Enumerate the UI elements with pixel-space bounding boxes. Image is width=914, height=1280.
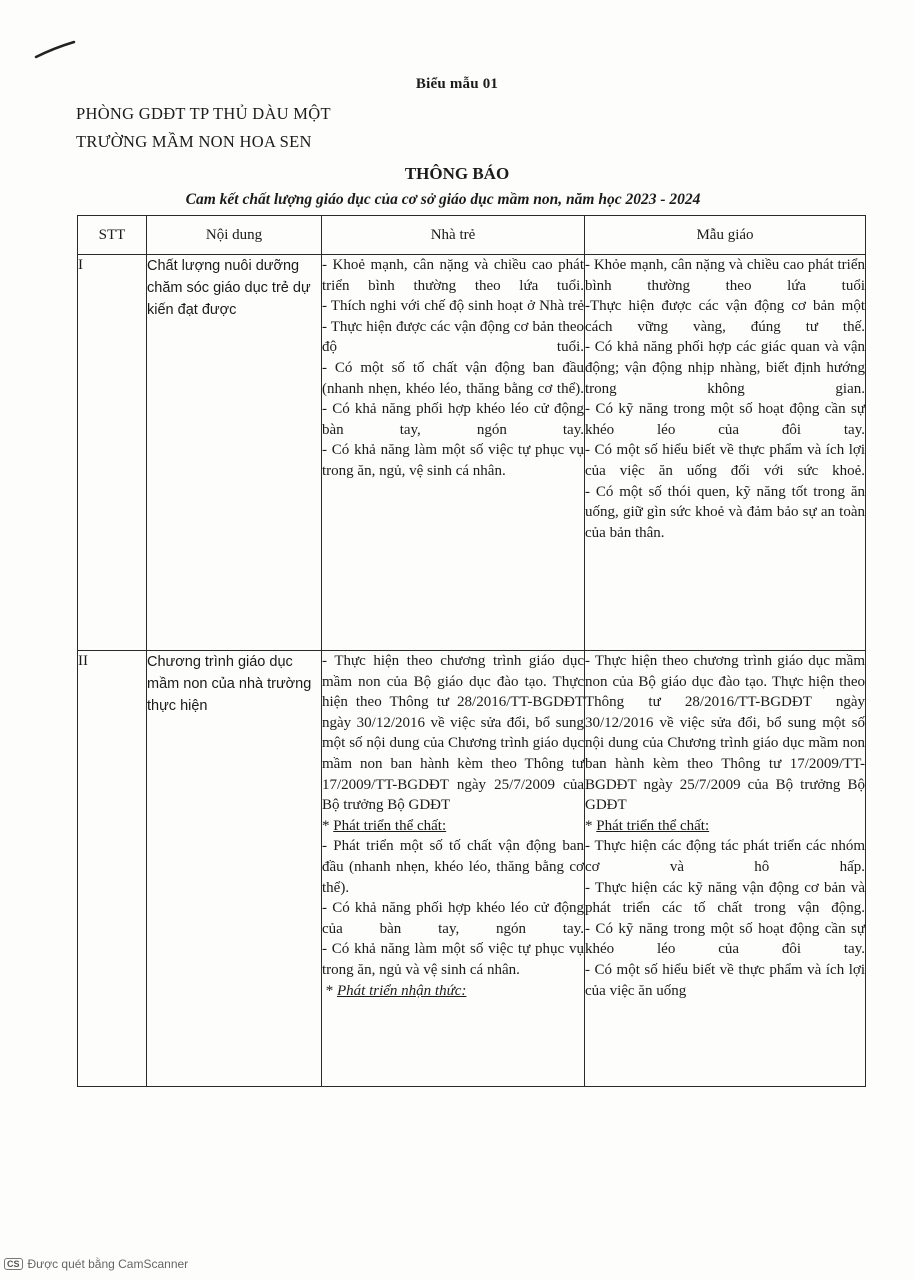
list-item: - Có khả năng làm một số việc tự phục vụ trong ăn, ngủ, vệ sinh cá nhân. [322,442,584,479]
commitment-table [77,215,866,1087]
list-item: - Thực hiện các kỹ năng vận động cơ bản và phát triển các tố chất trong vận động. [585,879,865,917]
list-item: - Thực hiện theo chương trình giáo dục mầm non của Bộ giáo dục đào tạo. Thực hiện theo Thông tư 28/2016/TT-BGDĐT ngày 30/12/2016 về việc sửa đổi, bổ sung một số nội dung của Chương trình giáo dục mầm non ban hành kèm theo Thông tư 17/2009/TT-BGDĐT ngày 25/7/2009 của Bộ trưởng Bộ GDĐT [322,653,584,814]
list-item: - Thích nghi với chế độ sinh hoạt ở Nhà trẻ [322,298,584,315]
list-item: - Có khả năng phối hợp khéo léo cử động của bàn tay, ngón tay. [322,900,584,937]
school-name: TRƯỜNG MẦM NON HOA SEN [76,132,312,151]
list-item: - Có một số hiểu biết về thực phẩm và ích lợi của việc ăn uống đối với sức khoẻ. [585,442,865,479]
list-item: - Có kỹ năng trong một số hoạt động cần sự khéo léo của đôi tay. [585,401,865,438]
section-heading: * Phát triển thể chất: [322,817,447,834]
list-item: -Thực hiện được các vận động cơ bản một cách vững vàng, đúng tư thế. [585,298,865,335]
list-item: - Có một số tố chất vận động ban đầu (nhanh nhẹn, khéo léo, thăng bằng cơ thể). [322,359,584,397]
table-row [78,255,866,651]
list-item: - Thực hiện theo chương trình giáo dục mầm non của Bộ giáo dục đào tạo. Thực hiện theo Thông tư 28/2016/TT-BGDĐT ngày 30/12/2016 về việc sửa đổi, bổ sung một số nội dung của Chương trình giáo dục mầm non ban hành kèm theo Thông tư 17/2009/TT-BGDĐT ngày 25/7/2009 của Bộ trưởng Bộ GDĐT [585,653,865,814]
pen-stroke-mark [34,40,78,60]
table-header-row [78,216,866,255]
department-name: PHÒNG GDĐT TP THỦ DÀU MỘT [76,104,331,123]
list-item: - Có khả năng phối hợp khéo léo cử động bàn tay, ngón tay. [322,401,584,438]
row-stt: II [78,651,147,1087]
row-stt: I [78,255,147,651]
list-item: - Có khả năng phối hợp các giác quan và vận động; vận động nhịp nhàng, biết định hướng trong không gian. [585,339,865,397]
list-item: - Thực hiện được các vận động cơ bản theo độ tuổi. [322,318,584,356]
section-heading-text: Phát triển thể chất: [596,817,710,834]
header-nursery: Nhà trẻ [322,216,585,255]
scanner-text: Được quét bằng CamScanner [27,1257,189,1271]
row-content: Chất lượng nuôi dưỡng chăm sóc giáo dục trẻ dự kiến đạt được [147,255,322,651]
document-subtitle: Cam kết chất lượng giáo dục của cơ sở giáo dục mầm non, năm học 2023 - 2024 [185,191,701,208]
scanner-watermark [4,1257,188,1271]
kindergarten-cell [585,651,866,1087]
header-content: Nội dung [147,216,322,255]
list-item: - Có kỹ năng trong một số hoạt động cần sự khéo léo của đôi tay. [585,920,865,958]
camscanner-icon: CS [4,1258,23,1270]
form-number: Biểu mẫu 01 [415,76,499,92]
header-kindergarten: Mẫu giáo [585,216,866,255]
nursery-cell [322,255,585,651]
document-title: THÔNG BÁO [404,164,510,183]
row-content: Chương trình giáo dục mầm non của nhà trường thực hiện [147,651,322,1087]
list-item: - Phát triển một số tố chất vận động ban đầu (nhanh nhẹn, khéo léo, thăng bằng cơ thể). [322,838,584,896]
table-row [78,651,866,1087]
list-item: - Có một số hiểu biết về thực phẩm và ích lợi của việc ăn uống [585,961,865,999]
section-heading: * Phát triển thể chất: [585,817,710,834]
section-heading-text: Phát triển nhận thức: [337,982,467,999]
section-heading-text: Phát triển thể chất: [333,817,447,834]
nursery-cell [322,651,585,1087]
list-item: - Khoẻ mạnh, cân nặng và chiều cao phát triển bình thường theo lứa tuổi. [322,257,584,294]
list-item: - Khỏe mạnh, cân nặng và chiều cao phát triển bình thường theo lứa tuổi [585,257,865,294]
list-item: - Có khả năng làm một số việc tự phục vụ trong ăn, ngủ và vệ sinh cá nhân. [322,941,584,978]
kindergarten-cell [585,255,866,651]
list-item: - Có một số thói quen, kỹ năng tốt trong ăn uống, giữ gìn sức khoẻ và đảm bảo sự an toàn của bản thân. [585,483,865,541]
header-stt: STT [78,216,147,255]
list-item: - Thực hiện các động tác phát triển các nhóm cơ và hô hấp. [585,838,865,875]
section-heading: * Phát triển nhận thức: [322,982,467,999]
